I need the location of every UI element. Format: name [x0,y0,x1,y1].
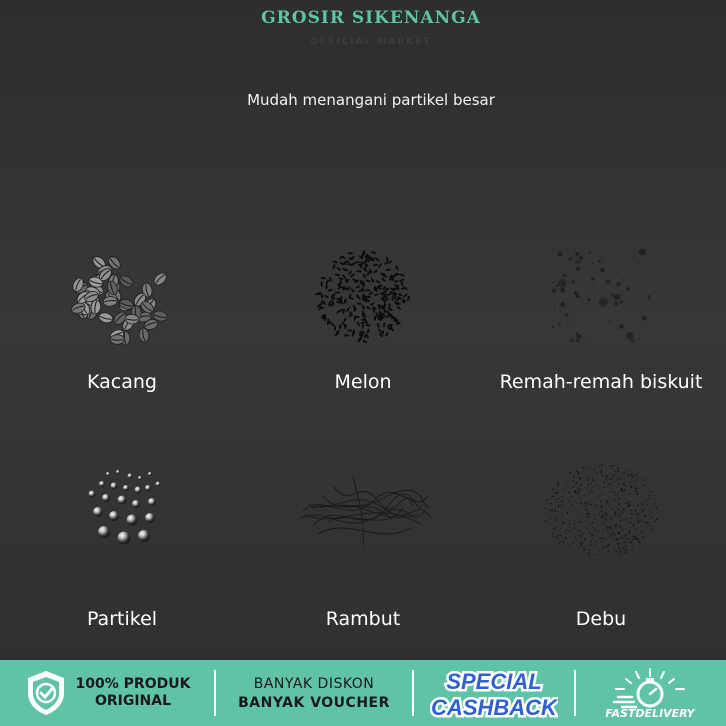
badge-original [0,660,214,726]
badge-diskon-line2: BANYAK VOUCHER [238,694,390,711]
badge-delivery [576,660,724,726]
item-label: Kacang [87,371,157,393]
item-rambut [242,452,484,652]
badge-cashback [414,660,574,726]
page-headline: Mudah menangani partikel besar [247,91,495,109]
item-melon [242,242,484,442]
item-label: Rambut [325,608,401,630]
cashback-line1: SPECIAL [446,669,542,694]
item-label: Partikel [86,608,158,630]
item-kacang [1,242,243,442]
badge-diskon [216,660,412,726]
hair-icon [293,456,433,566]
particles-icon [52,456,192,566]
shield-check-icon [24,669,68,717]
brand-subtitle: OFFICIAL MARKET [310,37,432,47]
badge-delivery-label: FASTDELIVERY [605,706,695,720]
stopwatch-icon [610,667,690,709]
item-label: Melon [334,371,392,393]
biscuit-crumbs-icon [531,242,671,352]
badge-diskon-line1: BANYAK DISKON [253,675,375,692]
melon-seeds-icon [293,242,433,352]
cashback-line2: CASHBACK [431,695,557,720]
footer-banner [0,660,726,726]
cashback-logo [430,665,558,721]
badge-original-line2: ORIGINAL [94,693,172,709]
brand-title: GROSIR SIKENANGA [261,8,481,28]
item-remah [480,242,722,442]
dust-icon [531,456,671,566]
item-partikel [1,452,243,652]
badge-original-line1: 100% PRODUK [75,676,191,692]
item-label: Remah-remah biskuit [499,371,703,393]
item-label: Debu [575,608,627,630]
coffee-beans-icon [52,242,192,352]
item-debu [480,452,722,652]
